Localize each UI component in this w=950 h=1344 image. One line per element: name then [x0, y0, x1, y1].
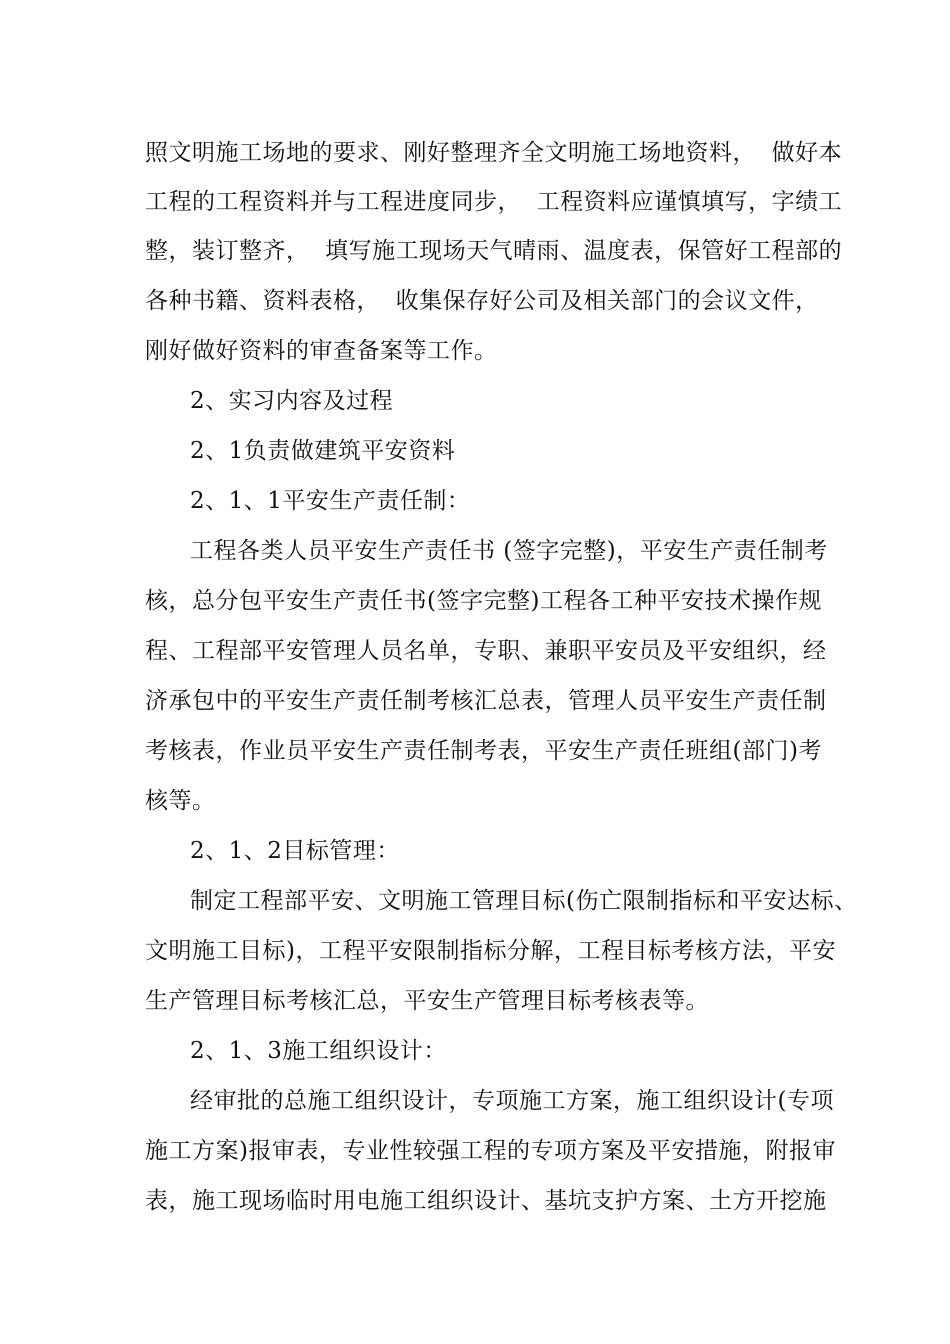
text-line: 制定工程部平安、文明施工管理目标(伤亡限制指标和平安达标、	[190, 888, 858, 914]
text-line: 施工方案)报审表，专业性较强工程的专项方案及平安措施，附报审	[145, 1138, 836, 1164]
text-line: 各种书籍、资料表格， 收集保存好公司及相关部门的会议文件，	[145, 288, 819, 314]
text-line: 核等。	[145, 788, 216, 814]
text-line: 工程各类人员平安生产责任书 (签字完整)，平安生产责任制考	[190, 538, 828, 564]
text-line: 整，装订整齐， 填写施工现场天气晴雨、温度表，保管好工程部的	[145, 238, 843, 264]
subsection-heading: 2、1、3施工组织设计：	[190, 1038, 447, 1064]
text-line: 生产管理目标考核汇总，平安生产管理目标考核表等。	[145, 988, 709, 1014]
subsection-heading: 2、1、1平安生产责任制：	[190, 488, 471, 514]
subsection-heading: 2、1、2目标管理：	[190, 838, 400, 864]
text-line: 济承包中的平安生产责任制考核汇总表，管理人员平安生产责任制	[145, 688, 827, 714]
text-line: 刚好做好资料的审查备案等工作。	[145, 338, 498, 364]
text-line: 表，施工现场临时用电施工组织设计、基坑支护方案、土方开挖施	[145, 1188, 827, 1214]
text-line: 程、工程部平安管理人员名单，专职、兼职平安员及平安组织，经	[145, 638, 827, 664]
text-line: 工程的工程资料并与工程进度同步， 工程资料应谨慎填写，字绩工	[145, 189, 843, 215]
section-heading: 2、实习内容及过程	[190, 388, 394, 414]
text-line: 经审批的总施工组织设计，专项施工方案，施工组织设计(专项	[190, 1088, 834, 1114]
text-line: 考核表，作业员平安生产责任制考表，平安生产责任班组(部门)考	[145, 738, 822, 764]
text-line: 文明施工目标)，工程平安限制指标分解，工程目标考核方法，平安	[145, 938, 836, 964]
text-line: 照文明施工场地的要求、刚好整理齐全文明施工场地资料， 做好本	[145, 140, 843, 166]
text-line: 核，总分包平安生产责任书(签字完整)工程各工种平安技术操作规	[145, 588, 822, 614]
subsection-heading: 2、1负责做建筑平安资料	[190, 438, 456, 464]
